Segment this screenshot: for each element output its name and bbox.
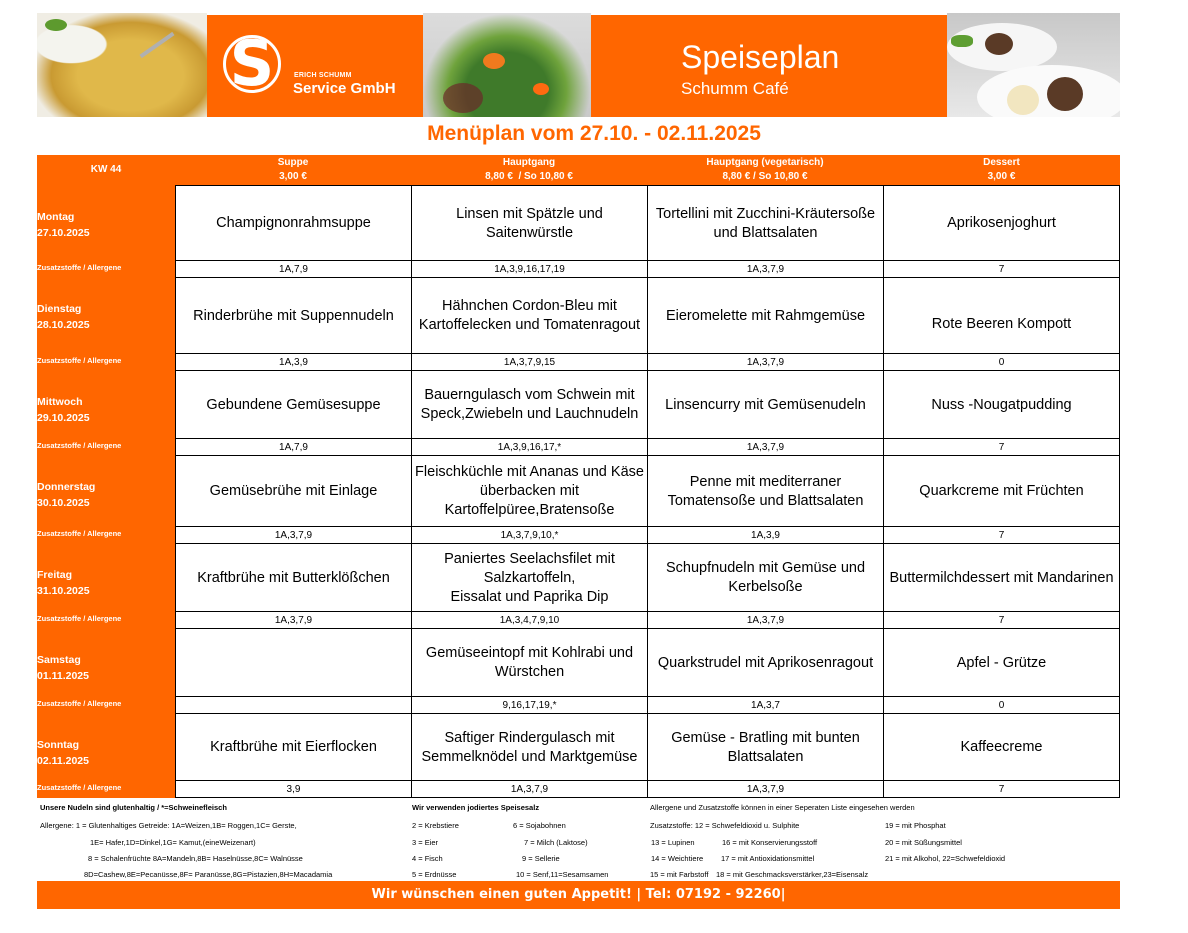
day-name: Samstag (37, 654, 81, 666)
day-label (37, 394, 175, 426)
day-name: Freitag (37, 569, 73, 581)
allergen-codes: 1A,3,7,9 (647, 353, 884, 371)
legend-item: 13 = Lupinen (651, 838, 695, 847)
main-dish (411, 370, 648, 440)
logo-company-small: ERICH SCHUMM (294, 72, 352, 79)
soup-dish (175, 713, 412, 782)
column-price: 8,80 € / So 10,80 € (485, 171, 573, 182)
header-main (411, 155, 647, 185)
dessert-dish (883, 628, 1120, 698)
main-dish (411, 628, 648, 698)
allergen-codes: 1A,3,7,9 (411, 780, 648, 798)
allergen-codes: 7 (883, 260, 1120, 278)
header-kw (37, 155, 175, 185)
soup-dish (175, 370, 412, 440)
dessert-dish (883, 455, 1120, 528)
main-dish (411, 455, 648, 528)
dessert-dish (883, 543, 1120, 613)
company-logo (207, 15, 423, 117)
legend-item: 4 = Fisch (412, 854, 443, 863)
soup-dish (175, 455, 412, 528)
dish-text: Paniertes Seelachsfilet mit Salzkartoffeln, Eissalat und Paprika Dip (444, 550, 615, 605)
header-dessert (883, 155, 1120, 185)
logo-s-glyph: S (229, 27, 275, 100)
allergen-codes: 1A,3,9 (647, 526, 884, 544)
dish-text: Gemüseeintopf mit Kohlrabi und Würstchen (425, 645, 634, 680)
allergen-codes: 1A,3,7,9 (647, 611, 884, 629)
dish-text: Hähnchen Cordon-Bleu mit Kartoffelecken und Tomatenragout (418, 298, 641, 333)
column-label: Hauptgang (502, 157, 556, 168)
column-label: Hauptgang (vegetarisch) (706, 157, 824, 168)
dish-text: Gebundene Gemüsesuppe (206, 396, 381, 413)
allergen-codes: 0 (883, 353, 1120, 371)
dish-text: Buttermilchdessert mit Mandarinen (889, 569, 1114, 586)
day-name: Sonntag (37, 739, 79, 751)
allergen-codes: 1A,3,7,9 (175, 611, 412, 629)
allergen-codes: 1A,3,7,9 (175, 526, 412, 544)
day-name: Dienstag (37, 303, 82, 315)
dish-text: Champignonrahmsuppe (216, 215, 371, 231)
allergen-codes: 7 (883, 780, 1120, 798)
dish-text: Linsencurry mit Gemüsenudeln (665, 396, 866, 413)
legend-item: 18 = mit Geschmacksverstärker,23=Eisensalz (716, 870, 869, 879)
allergen-row-label: Zusatzstoffe / Allergene (37, 529, 122, 538)
dish-text: Kraftbrühe mit Butterklößchen (197, 569, 390, 586)
dish-text: Nuss -Nougatpudding (931, 396, 1072, 413)
legend-item: 21 = mit Alkohol, 22=Schwefeldioxid (885, 854, 1006, 863)
day-label (37, 209, 175, 241)
dessert-dish (883, 713, 1120, 782)
allergen-codes: 1A,3,9,16,17,19 (411, 260, 648, 278)
day-label (37, 567, 175, 599)
main-dish (411, 543, 648, 613)
legend-allergen-line: 8D=Cashew,8E=Pecanüsse,8F= Paranüsse,8G=Pistazien,8H=Macadamia (84, 870, 333, 879)
vegetarian-dish (647, 628, 884, 698)
day-date: 29.10.2025 (37, 412, 90, 424)
allergen-codes: 1A,3,7,9,15 (411, 353, 648, 371)
dessert-dish (883, 185, 1120, 262)
food-photo-salad (423, 13, 591, 117)
page-title: Speiseplan (681, 39, 840, 75)
main-dish (411, 277, 648, 355)
dish-text: Quarkstrudel mit Aprikosenragout (657, 654, 874, 671)
legend-allergen-line: Allergene: 1 = Glutenhaltiges Getreide: 1A=Weizen,1B= Roggen,1C= Gerste, (40, 821, 297, 830)
day-date: 27.10.2025 (37, 227, 90, 239)
legend-item: 14 = Weichtiere (651, 854, 704, 863)
legend-item: 2 = Krebstiere (412, 821, 459, 830)
dish-text: Apfel - Grütze (956, 654, 1047, 671)
legend-item: 20 = mit Süßungsmittel (885, 838, 962, 847)
dish-text: Saftiger Rindergulasch mit Semmelknödel und Marktgemüse (421, 729, 638, 765)
header-vegetarian (647, 155, 883, 185)
day-date: 02.11.2025 (37, 755, 89, 767)
dish-text: Tortellini mit Zucchini-Kräutersoße und Blattsalaten (655, 205, 876, 241)
allergen-codes: 3,9 (175, 780, 412, 798)
vegetarian-dish (647, 185, 884, 262)
allergen-codes: 7 (883, 611, 1120, 629)
legend-allergen-line: 1E= Hafer,1D=Dinkel,1G= Kamut,(eineWeizenart) (90, 838, 256, 847)
dish-text: Quarkcreme mit Früchten (919, 483, 1084, 499)
allergen-codes: 1A,3,9,16,17,* (411, 438, 648, 456)
legend-item: 15 = mit Farbstoff (650, 870, 709, 879)
allergen-row-label: Zusatzstoffe / Allergene (37, 699, 122, 708)
day-name: Mittwoch (37, 396, 83, 408)
page-subtitle: Schumm Café (681, 79, 789, 98)
vegetarian-dish (647, 543, 884, 613)
day-date: 28.10.2025 (37, 319, 90, 331)
day-label (37, 479, 175, 511)
dish-text: Aprikosenjoghurt (947, 215, 1056, 231)
main-dish (411, 185, 648, 262)
allergen-codes: 1A,3,4,7,9,10 (411, 611, 648, 629)
legend-item: 10 = Senf,11=Sesamsamen (516, 870, 609, 879)
legend-item: 3 = Eier (412, 838, 439, 847)
column-price: 3,00 € (987, 171, 1016, 182)
dish-text: Linsen mit Spätzle und Saitenwürstle (456, 205, 603, 241)
legend-item: 19 = mit Phosphat (885, 821, 946, 830)
vegetarian-dish (647, 713, 884, 782)
allergen-codes: 1A,7,9 (175, 438, 412, 456)
allergen-codes: 1A,3,7,9 (647, 260, 884, 278)
dish-text: Rinderbrühe mit Suppennudeln (193, 307, 394, 324)
allergen-row-label: Zusatzstoffe / Allergene (37, 263, 122, 272)
soup-dish (175, 277, 412, 355)
dish-text: Penne mit mediterraner Tomatensoße und Blattsalaten (667, 473, 864, 509)
legend-allergen-line: 8 = Schalenfrüchte 8A=Mandeln,8B= Haselnüsse,8C= Walnüsse (88, 854, 303, 863)
legend-salt-note: Wir verwenden jodiertes Speisesalz (412, 803, 540, 812)
allergen-codes: 1A,3,7,9,10,* (411, 526, 648, 544)
allergen-row-label: Zusatzstoffe / Allergene (37, 783, 122, 792)
column-price: 3,00 € (279, 171, 307, 182)
allergen-codes: 1A,7,9 (175, 260, 412, 278)
allergen-codes: 7 (883, 526, 1120, 544)
vegetarian-dish (647, 277, 884, 355)
day-label (37, 301, 175, 333)
allergen-codes: 7 (883, 438, 1120, 456)
dessert-dish (883, 277, 1120, 355)
legend-item: 9 = Sellerie (522, 854, 560, 863)
dish-text: Gemüse - Bratling mit bunten Blattsalaten (671, 729, 860, 765)
menu-date-range-title: Menüplan vom 27.10. - 02.11.2025 (427, 122, 761, 145)
dish-text: Bauerngulasch vom Schwein mit Speck,Zwiebeln und Lauchnudeln (420, 387, 639, 422)
allergen-codes: 9,16,17,19,* (411, 696, 648, 714)
legend-item: 7 = Milch (Laktose) (524, 838, 588, 847)
allergen-row-label: Zusatzstoffe / Allergene (37, 356, 122, 365)
allergen-codes: 1A,3,7,9 (647, 780, 884, 798)
header-soup (175, 155, 411, 185)
dish-text: Kaffeecreme (960, 739, 1043, 755)
soup-dish (175, 628, 412, 698)
allergen-row-label: Zusatzstoffe / Allergene (37, 614, 122, 623)
legend-noodles-note: Unsere Nudeln sind glutenhaltig / *=Schweinefleisch (40, 803, 227, 812)
dish-text: Fleischküchle mit Ananas und Käse überbacken mit Kartoffelpüree,Bratensoße (415, 464, 644, 518)
dish-text: Eieromelette mit Rahmgemüse (665, 307, 866, 324)
day-date: 01.11.2025 (37, 670, 89, 682)
logo-company-name: Service GmbH (293, 80, 396, 97)
title-banner (591, 15, 947, 117)
food-photo-maultaschen (37, 13, 207, 117)
allergen-codes: 0 (883, 696, 1120, 714)
day-date: 30.10.2025 (37, 497, 90, 509)
column-label: Dessert (983, 157, 1020, 168)
allergen-codes: 1A,3,7,9 (647, 438, 884, 456)
day-name: Montag (37, 211, 75, 223)
week-number: KW 44 (90, 164, 122, 175)
allergen-codes: 1A,3,7 (647, 696, 884, 714)
dessert-dish (883, 370, 1120, 440)
dish-text: Schupfnudeln mit Gemüse und Kerbelsoße (665, 560, 866, 595)
allergen-codes (175, 696, 412, 714)
soup-dish (175, 185, 412, 262)
footer-banner: Wir wünschen einen guten Appetit! | Tel: 07192 - 92260| (37, 881, 1120, 909)
legend-item: 5 = Erdnüsse (412, 870, 457, 879)
dish-text: Gemüsebrühe mit Einlage (209, 483, 378, 499)
legend-separate-list-note: Allergene und Zusatzstoffe können in einer Seperaten Liste eingesehen werden (650, 803, 915, 812)
dish-text: Kraftbrühe mit Eierflocken (210, 739, 377, 755)
vegetarian-dish (647, 370, 884, 440)
legend-item: 16 = mit Konservierungsstoff (722, 838, 818, 847)
dish-text: Rote Beeren Kompott (931, 316, 1072, 332)
legend-additives-head: Zusatzstoffe: 12 = Schwefeldioxid u. Sulphite (650, 821, 800, 830)
column-price: 8,80 € / So 10,80 € (722, 171, 808, 182)
allergen-row-label: Zusatzstoffe / Allergene (37, 441, 122, 450)
column-label: Suppe (277, 157, 309, 168)
food-photo-meatballs (947, 13, 1120, 117)
legend-item: 6 = Sojabohnen (513, 821, 566, 830)
main-dish (411, 713, 648, 782)
allergen-codes: 1A,3,9 (175, 353, 412, 371)
day-label (37, 652, 175, 684)
legend-item: 17 = mit Antioxidationsmittel (721, 854, 815, 863)
day-label (37, 737, 175, 769)
day-date: 31.10.2025 (37, 585, 90, 597)
vegetarian-dish (647, 455, 884, 528)
soup-dish (175, 543, 412, 613)
menu-table (37, 155, 1120, 798)
day-name: Donnerstag (37, 481, 96, 493)
